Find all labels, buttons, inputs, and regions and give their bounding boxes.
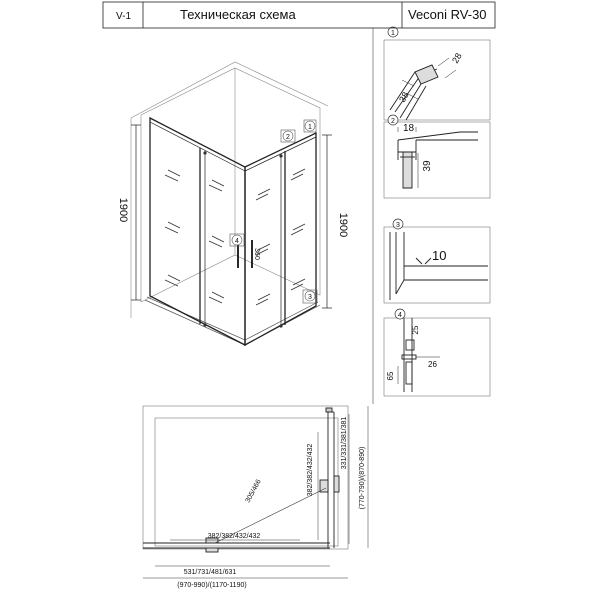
plan-side-panels (320, 408, 339, 548)
svg-text:4: 4 (398, 312, 402, 319)
detail-3 (384, 219, 490, 303)
sheet-title: Техническая схема (180, 7, 296, 22)
svg-text:1: 1 (308, 124, 312, 131)
svg-text:1: 1 (391, 30, 395, 37)
callout-4 (230, 234, 244, 246)
svg-text:28: 28 (450, 51, 464, 65)
handle-dimension-label: 360 (253, 248, 260, 260)
rollers (203, 151, 282, 327)
svg-text:(970-990)/(1170-1190): (970-990)/(1170-1190) (177, 582, 247, 589)
height-dimension-left (131, 125, 141, 300)
svg-text:2: 2 (391, 118, 395, 125)
sheet-code: V-1 (116, 11, 132, 22)
svg-text:65: 65 (386, 371, 395, 381)
height-label-right: 1900 (337, 212, 349, 238)
svg-text:3: 3 (396, 222, 400, 229)
back-walls (131, 62, 328, 318)
svg-text:531/731/481/631: 531/731/481/631 (183, 569, 237, 576)
svg-text:10: 10 (432, 248, 447, 263)
detail-2 (384, 115, 490, 198)
svg-text:18: 18 (403, 123, 415, 134)
height-dimension-right (322, 135, 332, 308)
svg-text:305/466: 305/466 (244, 478, 263, 505)
svg-text:2: 2 (286, 134, 290, 141)
svg-text:26: 26 (428, 360, 437, 369)
svg-text:39: 39 (422, 160, 433, 172)
isometric-enclosure-view (117, 62, 349, 345)
callout-3 (303, 290, 317, 303)
svg-text:(770-790)/(870-890): (770-790)/(870-890) (359, 446, 366, 510)
svg-text:25: 25 (411, 325, 420, 335)
detail-1 (384, 27, 490, 120)
header-frame (103, 2, 495, 404)
plan-view (143, 406, 368, 589)
model-name: Veconi RV-30 (408, 7, 487, 22)
detail-4 (384, 309, 490, 396)
callout-1 (304, 120, 316, 132)
svg-text:382/382/432/432: 382/382/432/432 (207, 533, 261, 540)
svg-text:4: 4 (235, 238, 239, 245)
svg-text:382/382/432/432: 382/382/432/432 (307, 443, 314, 497)
height-label-left: 1900 (117, 197, 129, 223)
svg-text:38: 38 (397, 90, 411, 104)
floor-tray (145, 297, 320, 345)
svg-text:3: 3 (308, 294, 312, 301)
callout-2 (281, 130, 295, 142)
svg-text:331/331/381/381: 331/331/381/381 (341, 416, 348, 470)
